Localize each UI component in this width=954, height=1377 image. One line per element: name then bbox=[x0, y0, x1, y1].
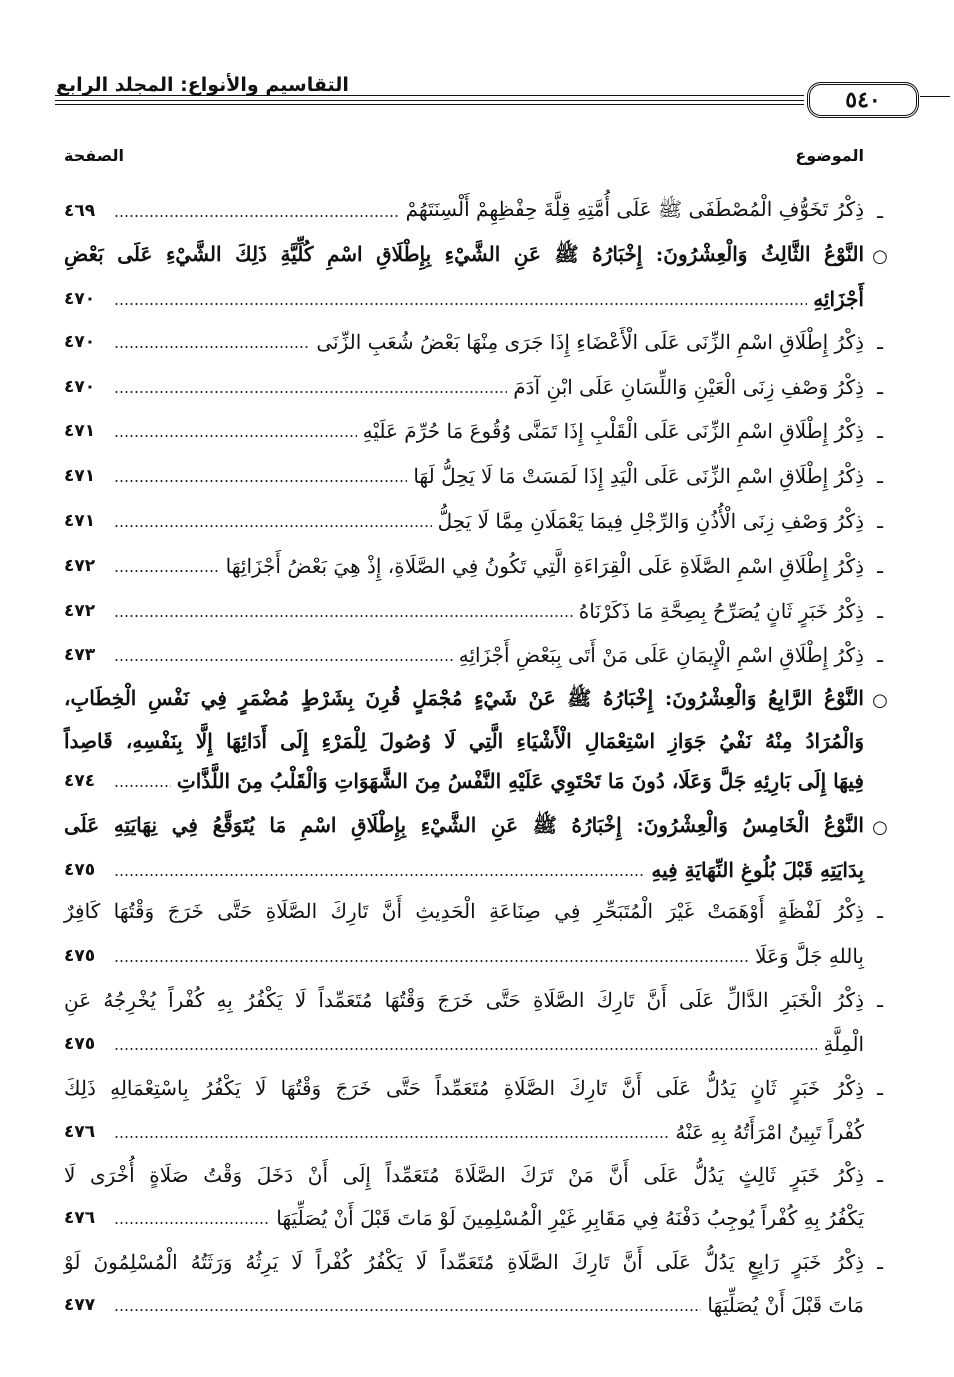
entry-title: ذِكْرُ إِطْلَاقِ اسْمِ الزِّنَى عَلَى الْقَلْبِ إِذَا تَمَنَّى وُقُوعَ مَا حُرِّمَ عَلَيْهِ bbox=[362, 419, 864, 443]
page-ref[interactable]: ٤٧٥ bbox=[64, 860, 96, 880]
page-ref[interactable]: ٤٦٩ bbox=[64, 201, 96, 221]
entry-line bbox=[64, 1029, 864, 1059]
page-ref[interactable]: ٤٧٧ bbox=[64, 1295, 96, 1315]
entry-title: النَّوْعُ الثَّالِثُ وَالْعِشْرُونَ: إِخْبَارُهُ ﷺ عَنِ الشَّيْءِ بِإِطْلَاقِ اسْمِ كُلِّيَّةِ ذَلِكَ الشَّيْءِ عَلَى بَعْضِ bbox=[64, 241, 865, 266]
entry-line bbox=[64, 766, 864, 796]
entry-title: الْمِلَّةِ bbox=[823, 1032, 864, 1056]
entry-line bbox=[64, 1073, 883, 1103]
entry-title: ذِكْرُ الْخَبَرِ الدَّالِّ عَلَى أَنَّ تَارِكَ الصَّلَاةِ حَتَّى خَرَجَ وَقْتُهَا مُتَعَمِّداً لَا يَكْفُرُ بِهِ كُفْراً يُخْرِجُهُ عَنِ bbox=[64, 988, 864, 1012]
page-ref[interactable]: ٤٧٥ bbox=[64, 946, 96, 966]
entry-title: النَّوْعُ الْخَامِسُ وَالْعِشْرُونَ: إِخْبَارُهُ ﷺ عَنِ الشَّيْءِ بِإِطْلَاقِ اسْمِ مَا يُتَوَقَّعُ فِي نِهَايَتِهِ عَلَى bbox=[64, 812, 864, 837]
entry-line bbox=[64, 284, 864, 314]
leader-dots bbox=[114, 389, 507, 395]
entry-title: ذِكْرُ خَبَرٍ ثَالِثٍ يَدُلُّ عَلَى أَنَّ مَنْ تَرَكَ الصَّلَاةَ مُتَعَمِّداً إِلَى أَنْ دَخَلَ وَقْتُ صَلَاةٍ أُخْرَى لَا bbox=[64, 1163, 864, 1187]
entry-title: بِاللهِ جَلَّ وَعَلَا bbox=[755, 944, 864, 968]
page-ref[interactable]: ٤٧٠ bbox=[64, 332, 96, 352]
entry-line bbox=[64, 726, 864, 756]
column-heading-topic: الموضوع bbox=[795, 146, 864, 165]
dash-bullet-icon: ـ bbox=[877, 199, 883, 223]
page-ref[interactable]: ٤٧٦ bbox=[64, 1122, 96, 1142]
column-heading-page: الصفحة bbox=[64, 146, 125, 165]
entry-title: ذِكْرُ خَبَرٍ رَابِعٍ يَدُلُّ عَلَى أَنَّ تَارِكَ الصَّلَاةِ مُتَعَمِّداً لَا يَكْفُرُ كُفْراً لَا يَرِثُهُ وَرَثَتُهُ الْمُسْلِمُونَ لَوْ bbox=[64, 1250, 864, 1274]
leader-dots bbox=[114, 344, 310, 350]
entry-line bbox=[64, 416, 883, 446]
dash-bullet-icon: ـ bbox=[877, 419, 883, 443]
entry-title: أَجْزَائِهِ bbox=[813, 287, 864, 311]
entry-line bbox=[64, 241, 888, 271]
leader-dots bbox=[114, 478, 407, 484]
entry-line bbox=[64, 812, 888, 842]
entry-line bbox=[64, 551, 883, 581]
page-ref[interactable]: ٤٧٦ bbox=[64, 1208, 96, 1228]
leader-dots bbox=[114, 613, 573, 619]
leader-dots bbox=[114, 213, 400, 219]
leader-dots bbox=[114, 872, 645, 878]
page-ref[interactable]: ٤٧١ bbox=[64, 511, 96, 531]
header-rule bbox=[920, 96, 950, 97]
dash-bullet-icon: ـ bbox=[877, 988, 883, 1012]
leader-dots bbox=[114, 433, 357, 439]
dash-bullet-icon: ـ bbox=[877, 330, 883, 354]
entry-line bbox=[64, 196, 883, 226]
leader-dots bbox=[114, 1307, 701, 1313]
entry-title: يَكْفُرُ بِهِ كُفْراً يُوجِبُ دَفْنَهُ فِي مَقَابِرِ غَيْرِ الْمُسْلِمِينَ لَوْ مَاتَ قَبْلَ أَنْ يُصَلِّيَهَا bbox=[276, 1206, 864, 1230]
dash-bullet-icon: ـ bbox=[877, 375, 883, 399]
page-ref[interactable]: ٤٧٢ bbox=[64, 556, 96, 576]
entry-title: ذِكْرُ إِطْلَاقِ اسْمِ الزِّنَى عَلَى الْأَعْضَاءِ إِذَا جَرَى مِنْهَا بَعْضُ شُعَبِ الزِّنَى bbox=[316, 330, 864, 354]
entry-line bbox=[64, 640, 883, 670]
dash-bullet-icon: ـ bbox=[877, 1163, 883, 1187]
entry-title: كُفْراً تَبِينُ امْرَأَتُهُ بِهِ عَنْهُ bbox=[675, 1120, 864, 1144]
entry-title: ذِكْرُ إِطْلَاقِ اسْمِ الْإِيمَانِ عَلَى مَنْ أَتَى بِبَعْضِ أَجْزَائِهِ bbox=[458, 643, 864, 667]
entry-line bbox=[64, 506, 883, 536]
entry-title: مَاتَ قَبْلَ أَنْ يُصَلِّيَهَا bbox=[707, 1293, 864, 1317]
entry-line bbox=[64, 372, 883, 402]
leader-dots bbox=[114, 783, 171, 789]
page-ref[interactable]: ٤٧٤ bbox=[64, 771, 96, 791]
page-ref[interactable]: ٤٧٥ bbox=[64, 1034, 96, 1054]
entry-line bbox=[64, 941, 864, 971]
entry-line bbox=[64, 1160, 883, 1190]
entry-line bbox=[64, 1203, 864, 1233]
page-number: ٥٤٠ bbox=[807, 82, 919, 118]
circle-bullet-icon: ○ bbox=[872, 816, 888, 838]
entry-line bbox=[64, 855, 864, 885]
dash-bullet-icon: ـ bbox=[877, 899, 883, 923]
page-ref[interactable]: ٤٧٣ bbox=[64, 645, 96, 665]
header-rule bbox=[55, 100, 804, 101]
entry-title: بِدَايَتِهِ قَبْلَ بُلُوغِ النِّهَايَةِ فِيهِ bbox=[651, 858, 864, 882]
leader-dots bbox=[114, 958, 749, 964]
leader-dots bbox=[114, 1220, 270, 1226]
dash-bullet-icon: ـ bbox=[877, 554, 883, 578]
entry-title: ذِكْرُ لَفْظَةٍ أَوْهَمَتْ غَيْرَ الْمُتَبَحِّرِ فِي صِنَاعَةِ الْحَدِيثِ أَنَّ تَارِكَ الصَّلَاةِ حَتَّى خَرَجَ وَقْتُهَا كَافِرٌ bbox=[64, 899, 864, 923]
entry-line bbox=[64, 985, 883, 1015]
running-title: التقاسيم والأنواع: المجلد الرابع bbox=[56, 74, 349, 96]
entry-title: ذِكْرُ تَخَوُّفِ الْمُصْطَفَى ﷺ عَلَى أُمَّتِهِ قِلَّةَ حِفْظِهِمْ أَلْسِنَتَهُمْ bbox=[405, 196, 864, 221]
page-ref[interactable]: ٤٧٠ bbox=[64, 377, 96, 397]
entry-line bbox=[64, 1290, 864, 1320]
entry-line bbox=[64, 461, 883, 491]
entry-title: فِيهَا إِلَى بَارِئِهِ جَلَّ وَعَلَا، دُونَ مَا تَحْتَوِي عَلَيْهِ النَّفْسُ مِنَ الشَّهَوَاتِ وَالْقَلْبُ مِنَ اللَّذَّاتِ bbox=[176, 769, 864, 793]
header-rule bbox=[55, 104, 804, 105]
entry-line bbox=[64, 596, 883, 626]
page-ref[interactable]: ٤٧١ bbox=[64, 421, 96, 441]
entry-title: ذِكْرُ وَصْفِ زِنَى الْأُذُنِ وَالرِّجْلِ فِيمَا يَعْمَلَانِ مِمَّا لَا يَحِلُّ bbox=[437, 509, 864, 533]
entry-title: ذِكْرُ خَبَرٍ ثَانٍ يَدُلُّ عَلَى أَنَّ تَارِكَ الصَّلَاةِ مُتَعَمِّداً حَتَّى خَرَجَ وَقْتُهَا لَا يَكْفُرُ بِاسْتِعْمَالِهِ ذَلِكَ bbox=[64, 1076, 864, 1100]
circle-bullet-icon: ○ bbox=[872, 689, 888, 711]
leader-dots bbox=[114, 523, 432, 529]
leader-dots bbox=[114, 657, 453, 663]
entry-title: النَّوْعُ الرَّابِعُ وَالْعِشْرُونَ: إِخْبَارُهُ ﷺ عَنْ شَيْءٍ مُجْمَلٍ قُرِنَ بِشَرْطٍ مُضْمَرٍ فِي نَفْسِ الْخِطَابِ، bbox=[64, 685, 864, 710]
dash-bullet-icon: ـ bbox=[877, 1250, 883, 1274]
dash-bullet-icon: ـ bbox=[877, 643, 883, 667]
page-ref[interactable]: ٤٧٢ bbox=[64, 601, 96, 621]
circle-bullet-icon: ○ bbox=[872, 245, 888, 267]
entry-title: ذِكْرُ خَبَرٍ ثَانٍ يُصَرِّحُ بِصِحَّةِ مَا ذَكَرْنَاهُ bbox=[578, 599, 864, 623]
leader-dots bbox=[114, 1046, 817, 1052]
dash-bullet-icon: ـ bbox=[877, 509, 883, 533]
page-ref[interactable]: ٤٧١ bbox=[64, 466, 96, 486]
entry-title: ذِكْرُ وَصْفِ زِنَى الْعَيْنِ وَاللِّسَانِ عَلَى ابْنِ آدَمَ bbox=[513, 375, 864, 399]
entry-line bbox=[64, 1117, 864, 1147]
header-rule bbox=[55, 95, 804, 96]
leader-dots bbox=[114, 301, 807, 307]
leader-dots bbox=[114, 1134, 669, 1140]
entry-line bbox=[64, 1247, 883, 1277]
entry-title: ذِكْرُ إِطْلَاقِ اسْمِ الزِّنَى عَلَى الْيَدِ إِذَا لَمَسَتْ مَا لَا يَحِلُّ لَهَا bbox=[413, 464, 864, 488]
entry-line bbox=[64, 896, 883, 926]
page-ref[interactable]: ٤٧٠ bbox=[64, 289, 96, 309]
dash-bullet-icon: ـ bbox=[877, 1076, 883, 1100]
dash-bullet-icon: ـ bbox=[877, 464, 883, 488]
entry-line bbox=[64, 327, 883, 357]
entry-title: وَالْمُرَادُ مِنْهُ نَفْيُ جَوَازِ اسْتِعْمَالِ الْأَشْيَاءِ الَّتِي لَا وُصُولَ لِلْمَرْءِ إِلَى أَدَائِهَا إِلَّا بِنَفْسِهِ، قَاصِداً bbox=[64, 729, 864, 753]
leader-dots bbox=[114, 568, 220, 574]
entry-title: ذِكْرُ إِطْلَاقِ اسْمِ الصَّلَاةِ عَلَى الْقِرَاءَةِ الَّتِي تَكُونُ فِي الصَّلَاةِ، إِذْ هِيَ بَعْضُ أَجْزَائِهَا bbox=[225, 554, 864, 578]
entry-line bbox=[64, 685, 888, 715]
dash-bullet-icon: ـ bbox=[877, 599, 883, 623]
